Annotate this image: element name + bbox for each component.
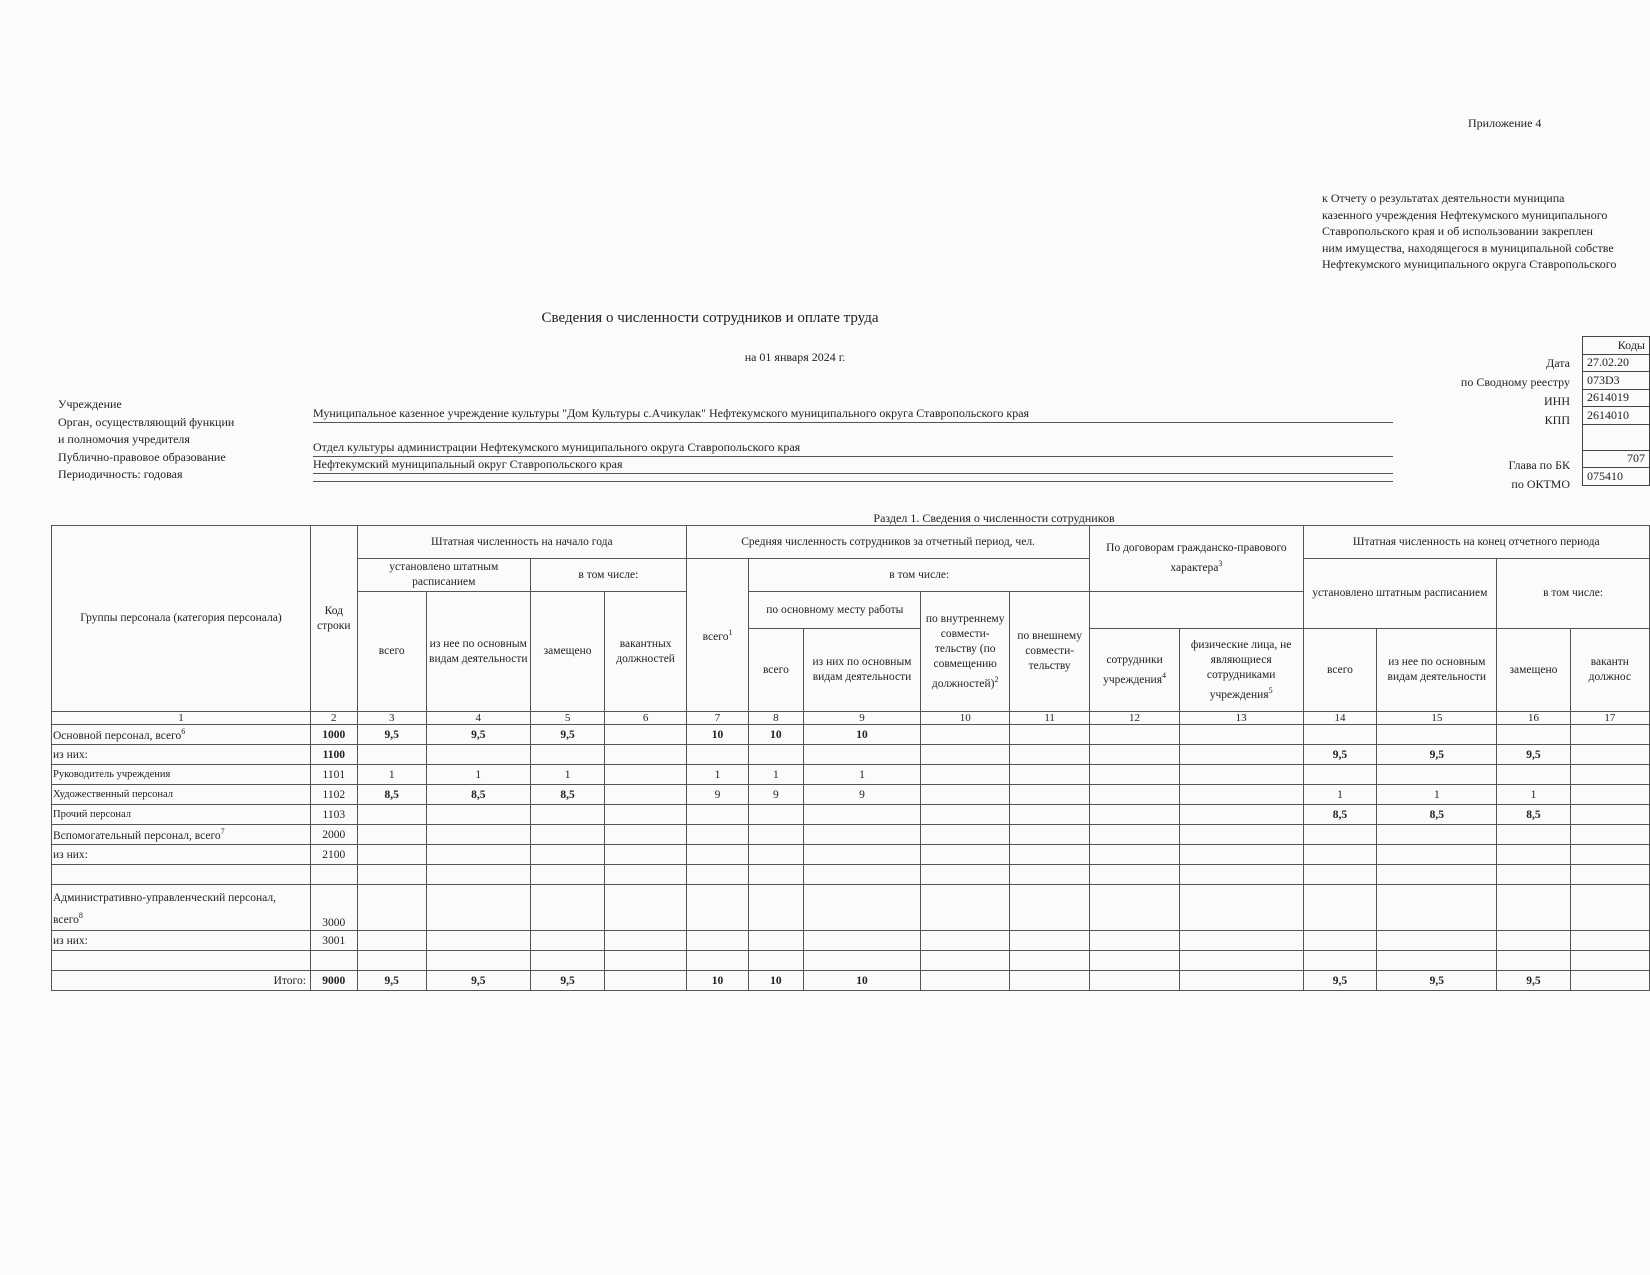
row-cell — [1009, 951, 1089, 971]
header-end-vacant: вакантн должнос — [1570, 629, 1649, 712]
row-cell — [1179, 725, 1303, 745]
row-cell — [921, 805, 1010, 825]
header-end-main: из нее по основным видам деятельности — [1377, 629, 1497, 712]
row-cell — [921, 885, 1010, 931]
row-cell: 10 — [803, 725, 921, 745]
row-cell: 1 — [686, 765, 748, 785]
appendix-note-line: Нефтекумского муниципального округа Ставропольского — [1322, 257, 1617, 271]
row-cell — [1497, 725, 1570, 745]
header-staff-end: Штатная численность на конец отчетного периода — [1303, 526, 1649, 559]
column-number: 16 — [1497, 712, 1570, 725]
row-cell — [426, 825, 530, 845]
row-cell — [686, 885, 748, 931]
document-date: на 01 января 2024 г. — [744, 350, 846, 364]
row-cell — [1179, 745, 1303, 765]
column-number: 7 — [686, 712, 748, 725]
row-code: 1100 — [310, 745, 357, 765]
table-row — [52, 885, 1650, 931]
row-cell — [921, 765, 1010, 785]
table-row — [52, 825, 1650, 845]
row-cell: 10 — [686, 971, 748, 991]
row-name: из них: — [52, 745, 311, 765]
row-cell: 9,5 — [357, 725, 426, 745]
row-cell — [426, 845, 530, 865]
row-cell — [1009, 785, 1089, 805]
column-number: 6 — [605, 712, 687, 725]
row-cell — [1179, 971, 1303, 991]
row-code: 3000 — [310, 885, 357, 931]
codes-table — [1582, 336, 1650, 486]
header-internal: по внутреннему совмести-тельству (по совмещению должностей)$^2$ — [921, 592, 1010, 712]
header-groups: Группы персонала (категория персонала) — [52, 526, 311, 712]
row-cell — [1090, 931, 1179, 951]
appendix-note-line: ним имущества, находящегося в муниципальной собстве — [1322, 240, 1614, 255]
row-code: 1103 — [310, 805, 357, 825]
row-name: Художественный персонал — [52, 785, 311, 805]
row-cell: 1 — [803, 765, 921, 785]
row-cell — [1179, 785, 1303, 805]
codes-value: 27.02.20 — [1583, 354, 1650, 372]
row-cell — [1570, 845, 1649, 865]
row-cell: 9 — [803, 785, 921, 805]
column-number: 2 — [310, 712, 357, 725]
header-main-place: по основному месту работы — [749, 592, 921, 629]
row-cell — [686, 951, 748, 971]
row-cell — [1179, 931, 1303, 951]
row-cell — [1179, 845, 1303, 865]
column-number: 9 — [803, 712, 921, 725]
row-cell: 9,5 — [357, 971, 426, 991]
row-cell — [686, 931, 748, 951]
meta-label: Периодичность: годовая — [58, 467, 183, 481]
row-cell: 1 — [1497, 785, 1570, 805]
row-code: 2000 — [310, 825, 357, 845]
column-numbers-row — [52, 712, 1650, 725]
row-cell — [1009, 845, 1089, 865]
row-cell — [1090, 845, 1179, 865]
row-cell — [530, 805, 604, 825]
appendix-note-line: Ставропольского края и об использовании закреплен — [1322, 224, 1593, 238]
row-cell: 8,5 — [426, 785, 530, 805]
row-cell — [686, 825, 748, 845]
header-start-filled: замещено — [530, 592, 604, 712]
column-number: 15 — [1377, 712, 1497, 725]
row-cell — [1179, 951, 1303, 971]
row-cell — [921, 971, 1010, 991]
row-cell — [605, 745, 687, 765]
row-cell — [749, 825, 803, 845]
row-cell — [530, 825, 604, 845]
staff-table — [51, 525, 1650, 991]
row-cell — [530, 951, 604, 971]
row-cell — [1377, 951, 1497, 971]
codes-label: Глава по БК — [1508, 458, 1570, 472]
row-cell: 9,5 — [1303, 745, 1377, 765]
table-row — [52, 725, 1650, 745]
row-cell — [1570, 805, 1649, 825]
column-number: 1 — [52, 712, 311, 725]
row-cell — [1497, 865, 1570, 885]
row-cell — [1570, 725, 1649, 745]
row-name: Административно-управленческий персонал, всего$^8$ — [52, 885, 311, 931]
row-name: Вспомогательный персонал, всего$^7$ — [52, 825, 311, 845]
appendix-note-line: к Отчету о результатах деятельности муниципа — [1322, 191, 1565, 205]
row-cell — [605, 845, 687, 865]
row-code: 9000 — [310, 971, 357, 991]
row-cell: 8,5 — [1377, 805, 1497, 825]
row-cell: 9,5 — [1377, 745, 1497, 765]
row-cell — [1303, 885, 1377, 931]
row-cell — [1009, 745, 1089, 765]
meta-label: и полномочия учредителя — [58, 432, 190, 446]
row-cell — [1497, 931, 1570, 951]
meta-label: Учреждение — [58, 397, 122, 411]
row-cell — [1009, 805, 1089, 825]
table-row — [52, 865, 1650, 885]
row-cell — [1497, 845, 1570, 865]
row-cell — [803, 865, 921, 885]
row-cell — [1179, 805, 1303, 825]
codes-labels — [1461, 354, 1570, 494]
row-cell — [530, 931, 604, 951]
row-cell — [530, 885, 604, 931]
row-cell — [605, 805, 687, 825]
row-cell — [1090, 745, 1179, 765]
row-cell — [605, 725, 687, 745]
row-cell — [1090, 725, 1179, 745]
row-cell — [605, 765, 687, 785]
column-number: 8 — [749, 712, 803, 725]
row-cell — [1497, 885, 1570, 931]
header-including: в том числе: — [530, 559, 686, 592]
row-cell — [803, 931, 921, 951]
codes-label: ИНН — [1544, 394, 1570, 408]
row-cell — [749, 865, 803, 885]
row-cell — [357, 805, 426, 825]
row-name: из них: — [52, 931, 311, 951]
row-cell — [1570, 785, 1649, 805]
row-cell — [1009, 865, 1089, 885]
row-code — [310, 951, 357, 971]
row-cell — [1090, 825, 1179, 845]
column-number: 12 — [1090, 712, 1179, 725]
codes-label: КПП — [1544, 413, 1570, 427]
row-cell: 9,5 — [1377, 971, 1497, 991]
row-cell — [1009, 825, 1089, 845]
row-cell: 1 — [1377, 785, 1497, 805]
header-end-including: в том числе: — [1497, 559, 1650, 629]
row-cell — [1303, 825, 1377, 845]
row-cell — [749, 885, 803, 931]
document-title: Сведения о численности сотрудников и оплате труда — [541, 310, 879, 326]
row-cell — [1179, 825, 1303, 845]
row-cell: 9,5 — [426, 971, 530, 991]
column-number: 11 — [1009, 712, 1089, 725]
row-cell: 8,5 — [530, 785, 604, 805]
codes-header: Коды — [1583, 337, 1650, 355]
row-cell — [1303, 951, 1377, 971]
header-avg-including: в том числе: — [749, 559, 1090, 592]
row-cell — [605, 971, 687, 991]
column-number: 13 — [1179, 712, 1303, 725]
row-cell — [1570, 931, 1649, 951]
codes-value: 2614019 — [1583, 389, 1650, 407]
row-cell: 10 — [749, 971, 803, 991]
header-end-filled: замещено — [1497, 629, 1570, 712]
row-cell: 8,5 — [1497, 805, 1570, 825]
row-cell — [749, 805, 803, 825]
column-number: 5 — [530, 712, 604, 725]
row-cell — [921, 725, 1010, 745]
row-cell — [605, 825, 687, 845]
column-number: 17 — [1570, 712, 1649, 725]
row-cell — [357, 825, 426, 845]
row-cell — [605, 785, 687, 805]
row-name: Основной персонал, всего$^6$ — [52, 725, 311, 745]
row-cell — [357, 885, 426, 931]
row-cell — [1377, 931, 1497, 951]
row-name: Руководитель учреждения — [52, 765, 311, 785]
row-cell — [605, 931, 687, 951]
row-cell — [1303, 931, 1377, 951]
table-row — [52, 971, 1650, 991]
row-name — [52, 865, 311, 885]
row-code: 1102 — [310, 785, 357, 805]
row-cell — [530, 865, 604, 885]
row-cell: 1 — [749, 765, 803, 785]
row-code: 3001 — [310, 931, 357, 951]
row-cell — [1570, 745, 1649, 765]
row-cell — [357, 931, 426, 951]
header-start-main: из нее по основным видам деятельности — [426, 592, 530, 712]
header-start-vacant: вакантных должностей — [605, 592, 687, 712]
row-cell — [1179, 865, 1303, 885]
codes-label: по Сводному реестру — [1460, 375, 1570, 389]
row-cell — [1303, 865, 1377, 885]
row-cell — [686, 745, 748, 765]
row-code: 2100 — [310, 845, 357, 865]
row-cell — [749, 951, 803, 971]
header-main-activities: из них по основным видам деятельности — [803, 629, 921, 712]
row-cell — [357, 845, 426, 865]
row-cell — [686, 865, 748, 885]
row-cell: 10 — [749, 725, 803, 745]
codes-label: по ОКТМО — [1511, 477, 1570, 491]
row-code: 1101 — [310, 765, 357, 785]
table-row — [52, 765, 1650, 785]
row-cell — [1303, 765, 1377, 785]
header-end-total: всего — [1303, 629, 1377, 712]
row-cell: 9,5 — [530, 725, 604, 745]
row-cell — [921, 951, 1010, 971]
row-cell — [1377, 725, 1497, 745]
row-cell: 9 — [749, 785, 803, 805]
row-cell — [1090, 885, 1179, 931]
codes-value: 707 — [1583, 450, 1650, 468]
row-cell — [1090, 805, 1179, 825]
row-cell — [1179, 885, 1303, 931]
row-cell — [749, 745, 803, 765]
row-cell — [426, 885, 530, 931]
row-cell — [1377, 845, 1497, 865]
row-cell — [426, 951, 530, 971]
row-cell — [1303, 845, 1377, 865]
table-row — [52, 931, 1650, 951]
row-cell: 1 — [357, 765, 426, 785]
table-row — [52, 745, 1650, 765]
row-cell: 9,5 — [1303, 971, 1377, 991]
row-cell — [749, 845, 803, 865]
row-code — [310, 865, 357, 885]
row-cell — [1009, 971, 1089, 991]
header-individuals: физические лица, не являющиеся сотрудниками учреждения$^5$ — [1179, 629, 1303, 712]
table-row — [52, 951, 1650, 971]
row-cell — [1570, 951, 1649, 971]
column-number: 3 — [357, 712, 426, 725]
row-cell — [803, 951, 921, 971]
row-cell — [921, 745, 1010, 765]
header-external: по внешнему совмести-тельству — [1009, 592, 1089, 712]
row-cell: 10 — [686, 725, 748, 745]
row-cell — [426, 865, 530, 885]
row-cell — [921, 845, 1010, 865]
header-code: Код строки — [310, 526, 357, 712]
row-cell — [1090, 785, 1179, 805]
row-cell — [1009, 725, 1089, 745]
row-cell: 9 — [686, 785, 748, 805]
row-cell — [1570, 825, 1649, 845]
section-title: Раздел 1. Сведения о численности сотрудников — [873, 511, 1115, 525]
row-cell — [1497, 825, 1570, 845]
row-code: 1000 — [310, 725, 357, 745]
codes-value: 073D3 — [1583, 372, 1650, 390]
header-end-established: установлено штатным расписанием — [1303, 559, 1497, 629]
row-cell — [1570, 971, 1649, 991]
row-cell — [1090, 971, 1179, 991]
table-row — [52, 805, 1650, 825]
row-cell — [1303, 725, 1377, 745]
row-cell — [357, 745, 426, 765]
row-cell: 1 — [1303, 785, 1377, 805]
row-cell — [1009, 885, 1089, 931]
founder-name: Отдел культуры администрации Нефтекумского муниципального округа Ставропольского края — [313, 440, 1393, 457]
institution-name: Муниципальное казенное учреждение культуры "Дом Культуры с.Ачикулак" Нефтекумского муниципального округа Ставропольского края — [313, 406, 1393, 423]
row-cell — [803, 825, 921, 845]
row-name: из них: — [52, 845, 311, 865]
row-cell — [749, 931, 803, 951]
column-number: 14 — [1303, 712, 1377, 725]
row-cell — [803, 885, 921, 931]
row-cell — [1090, 765, 1179, 785]
row-cell — [530, 745, 604, 765]
header-avg-count: Средняя численность сотрудников за отчетный период, чел. — [686, 526, 1089, 559]
row-cell — [605, 865, 687, 885]
row-cell — [1377, 865, 1497, 885]
row-cell: 9,5 — [1497, 745, 1570, 765]
row-cell — [686, 845, 748, 865]
row-cell: 1 — [530, 765, 604, 785]
row-cell — [426, 931, 530, 951]
row-cell: 9,5 — [1497, 971, 1570, 991]
row-cell — [1009, 931, 1089, 951]
column-number: 4 — [426, 712, 530, 725]
codes-value: 2614010 — [1583, 407, 1650, 425]
row-cell — [357, 865, 426, 885]
row-cell — [686, 805, 748, 825]
row-cell — [921, 785, 1010, 805]
row-cell — [1090, 865, 1179, 885]
row-cell — [1377, 765, 1497, 785]
table-row — [52, 785, 1650, 805]
row-cell — [1570, 765, 1649, 785]
row-cell — [803, 805, 921, 825]
row-name — [52, 951, 311, 971]
codes-value — [1583, 424, 1650, 450]
row-cell — [1179, 765, 1303, 785]
header-main-total: всего — [749, 629, 803, 712]
row-cell — [1497, 765, 1570, 785]
header-established: установлено штатным расписанием — [357, 559, 530, 592]
appendix-title: Приложение 4 — [1468, 116, 1542, 130]
header-employees: сотрудники учреждения$^4$ — [1090, 629, 1179, 712]
meta-labels — [58, 396, 234, 484]
meta-label: Орган, осуществляющий функции — [58, 414, 235, 429]
codes-value: 075410 — [1583, 468, 1650, 486]
header-contracts: По договорам гражданско-правового характера$^3$ — [1090, 526, 1303, 592]
row-cell: 10 — [803, 971, 921, 991]
row-cell — [1090, 951, 1179, 971]
row-cell — [605, 951, 687, 971]
row-cell — [803, 745, 921, 765]
row-cell — [1377, 825, 1497, 845]
row-cell — [803, 845, 921, 865]
row-cell: 8,5 — [1303, 805, 1377, 825]
row-cell — [1497, 951, 1570, 971]
row-cell — [530, 845, 604, 865]
row-cell — [426, 805, 530, 825]
row-cell — [921, 825, 1010, 845]
row-cell — [1570, 865, 1649, 885]
row-name: Прочий персонал — [52, 805, 311, 825]
row-cell — [426, 745, 530, 765]
row-cell — [1009, 765, 1089, 785]
appendix-note-line: казенного учреждения Нефтекумского муниципального — [1322, 207, 1608, 222]
meta-label: Публично-правовое образование — [58, 449, 226, 464]
header-start-total: всего — [357, 592, 426, 712]
codes-label: Дата — [1546, 356, 1570, 370]
row-cell: 9,5 — [530, 971, 604, 991]
appendix-note — [1322, 190, 1650, 273]
row-cell: 8,5 — [357, 785, 426, 805]
header-avg-total: всего$^1$ — [686, 559, 748, 712]
header-staff-start: Штатная численность на начало года — [357, 526, 686, 559]
row-cell — [605, 885, 687, 931]
table-row — [52, 845, 1650, 865]
row-cell: 9,5 — [426, 725, 530, 745]
row-cell — [1377, 885, 1497, 931]
municipality-name: Нефтекумский муниципальный округ Ставропольского края — [313, 457, 1393, 474]
row-cell — [1570, 885, 1649, 931]
row-name: Итого: — [52, 971, 311, 991]
column-number: 10 — [921, 712, 1010, 725]
row-cell — [357, 951, 426, 971]
row-cell — [921, 931, 1010, 951]
row-cell: 1 — [426, 765, 530, 785]
row-cell — [921, 865, 1010, 885]
